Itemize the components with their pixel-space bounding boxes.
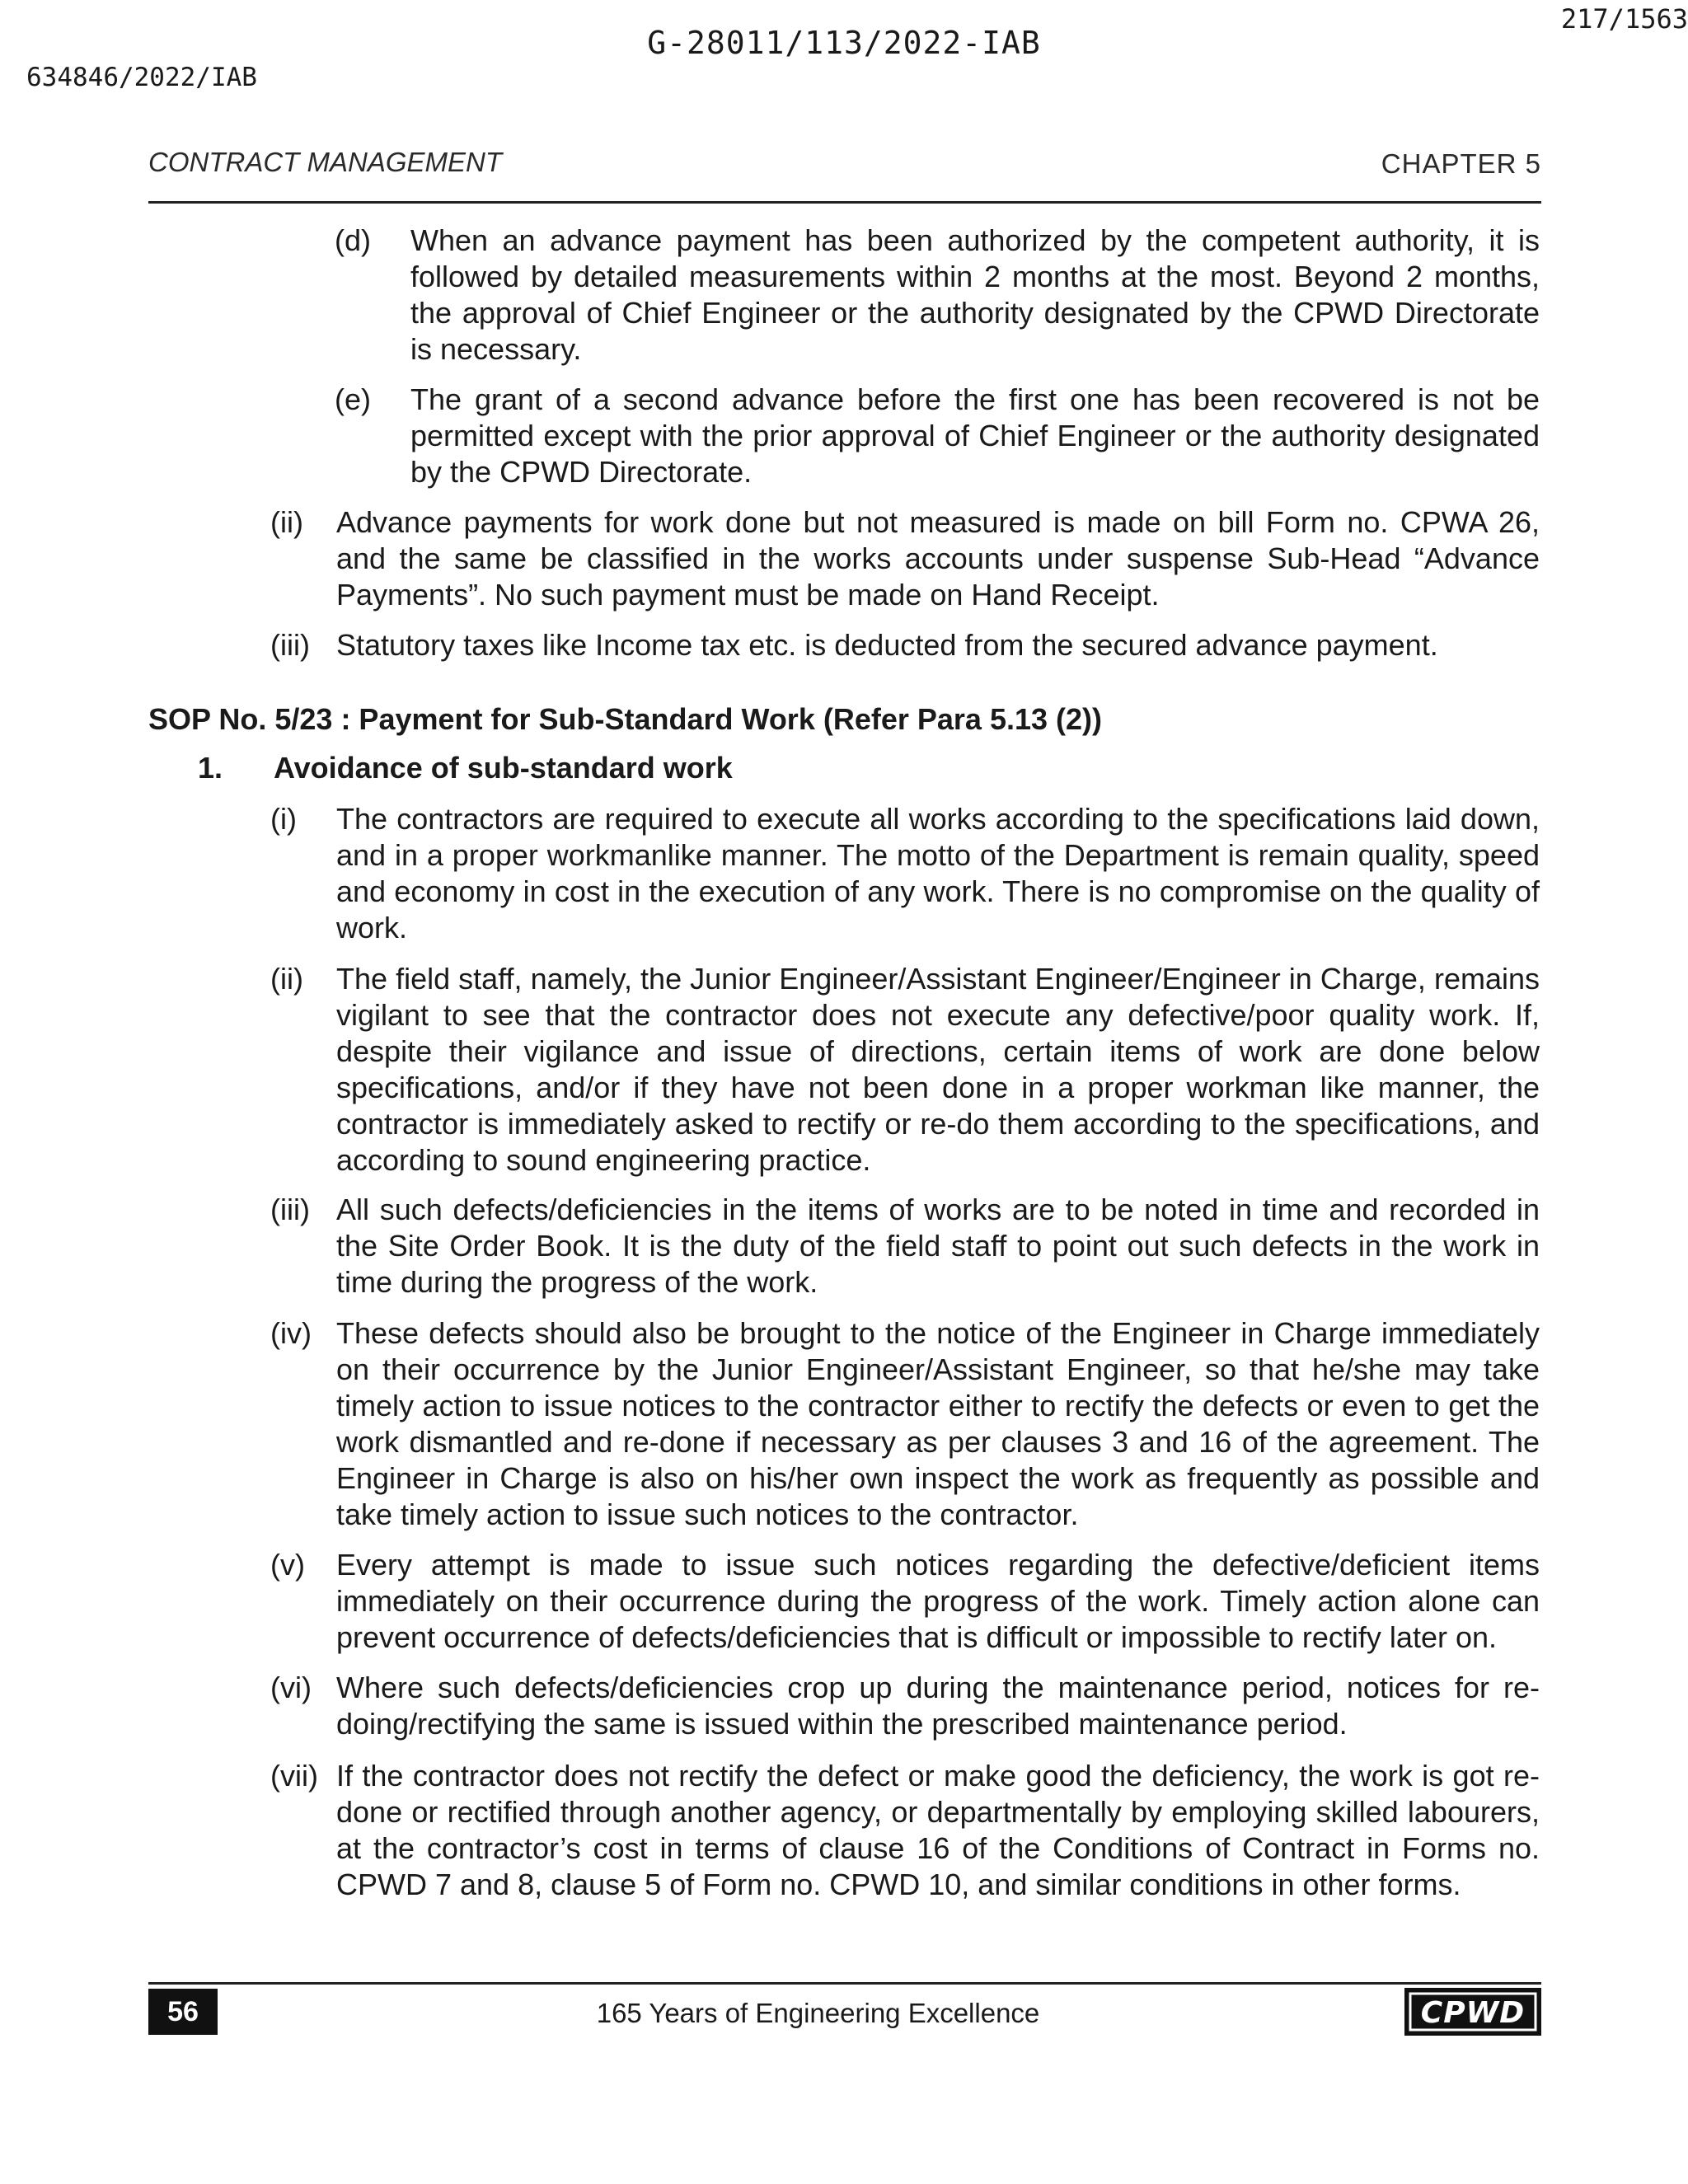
- page-count-stamp: 217/1563: [1560, 3, 1688, 35]
- section-number: 1.: [198, 751, 223, 785]
- list-item: [270, 1315, 1540, 1533]
- receipt-number-stamp: 634846/2022/IAB: [26, 63, 257, 92]
- page-number-badge: 56: [148, 1989, 218, 2035]
- list-item-marker: (iii): [270, 1193, 310, 1226]
- footer-divider: [148, 1982, 1541, 1985]
- list-item-text: Advance payments for work done but not measured is made on bill Form no. CPWA 26, and the same be classified in the works accounts under suspense Sub-Head “Advance Payments”. No such payment must be made on Hand Receipt.: [336, 505, 1540, 612]
- list-item-marker: (ii): [270, 505, 303, 539]
- cpwd-logo-text: CPWD: [1420, 1996, 1526, 2030]
- section-title: Avoidance of sub-standard work: [274, 751, 733, 785]
- list-item: [270, 504, 1540, 613]
- list-item-marker: (d): [335, 223, 371, 257]
- list-item: [335, 382, 1540, 490]
- running-header: [148, 147, 1541, 204]
- list-item-marker: (ii): [270, 962, 303, 996]
- list-item-marker: (iii): [270, 628, 310, 662]
- list-item-text: If the contractor does not rectify the defect or make good the deficiency, the work is got re-done or rectified through another agency, or departmentally by employing skilled labourers, at the contractor’s cost in terms of clause 16 of the Conditions of Contract in Forms no. CPWD 7 and 8, clause 5 of Form no. CPWD 10, and similar conditions in other forms.: [336, 1759, 1540, 1901]
- list-item-text: Every attempt is made to issue such notices regarding the defective/deficient items immediately on their occurrence during the progress of the work. Timely action alone can prevent occurrence of defects/deficiencies that is difficult or impossible to rectify later on.: [336, 1548, 1540, 1654]
- list-item: [270, 1547, 1540, 1656]
- list-item-text: These defects should also be brought to the notice of the Engineer in Charge immediately on their occurrence by the Junior Engineer/Assistant Engineer, so that he/she may take timely action to issue notices to the contractor either to rectify the defects or even to get the work dismantled and re-done if necessary as per clauses 3 and 16 of the agreement. The Engineer in Charge is also on his/her own inspect the work as frequently as possible and take timely action to issue such notices to the contractor.: [336, 1316, 1540, 1531]
- list-item-marker: (vi): [270, 1671, 312, 1704]
- sop-heading: SOP No. 5/23 : Payment for Sub-Standard Work (Refer Para 5.13 (2)): [148, 702, 1102, 736]
- list-item: [270, 1670, 1540, 1742]
- list-item-text: All such defects/deficiencies in the items of works are to be noted in time and recorded in the Site Order Book. It is the duty of the field staff to point out such defects in the work in time during the progress of the work.: [336, 1193, 1540, 1299]
- header-chapter-label: CHAPTER 5: [1381, 148, 1541, 179]
- list-item-text: The field staff, namely, the Junior Engineer/Assistant Engineer/Engineer in Charge, remains vigilant to see that the contractor does not execute any defective/poor quality work. If, despite their vigilance and issue of directions, certain items of work are done below specifications, and/or if they have not been done in a proper workman like manner, the contractor is immediately asked to rectify or re-do them according to the specifications, and according to sound engineering practice.: [336, 962, 1540, 1177]
- list-item-text: When an advance payment has been authorized by the competent authority, it is followed by detailed measurements within 2 months at the most. Beyond 2 months, the approval of Chief Engineer or the authority designated by the CPWD Directorate is necessary.: [410, 223, 1540, 366]
- list-item-marker: (vii): [270, 1759, 318, 1793]
- list-item: [270, 1192, 1540, 1301]
- footer-tagline: 165 Years of Engineering Excellence: [596, 1998, 1040, 2028]
- list-item: [270, 627, 1540, 663]
- list-item-text: The grant of a second advance before the first one has been recovered is not be permitted except with the prior approval of Chief Engineer or the authority designated by the CPWD Directorate.: [410, 382, 1540, 489]
- header-section-title: CONTRACT MANAGEMENT: [148, 147, 502, 177]
- cpwd-logo-icon: [1404, 1988, 1541, 2036]
- list-item-marker: (i): [270, 802, 297, 836]
- list-item: [335, 223, 1540, 368]
- list-item: [270, 1758, 1540, 1903]
- list-item-text: The contractors are required to execute all works according to the specifications laid down, and in a proper workmanlike manner. The motto of the Department is remain quality, speed and economy in cost in the execution of any work. There is no compromise on the quality of work.: [336, 802, 1540, 944]
- list-item: [270, 801, 1540, 946]
- list-item-marker: (v): [270, 1548, 305, 1582]
- list-item: [270, 961, 1540, 1179]
- list-item-marker: (iv): [270, 1316, 312, 1350]
- list-item-text: Where such defects/deficiencies crop up during the maintenance period, notices for re-doing/rectifying the same is issued within the prescribed maintenance period.: [336, 1671, 1540, 1741]
- list-item-text: Statutory taxes like Income tax etc. is deducted from the secured advance payment.: [336, 628, 1438, 662]
- file-reference-stamp: G-28011/113/2022-IAB: [647, 25, 1041, 61]
- list-item-marker: (e): [335, 382, 371, 416]
